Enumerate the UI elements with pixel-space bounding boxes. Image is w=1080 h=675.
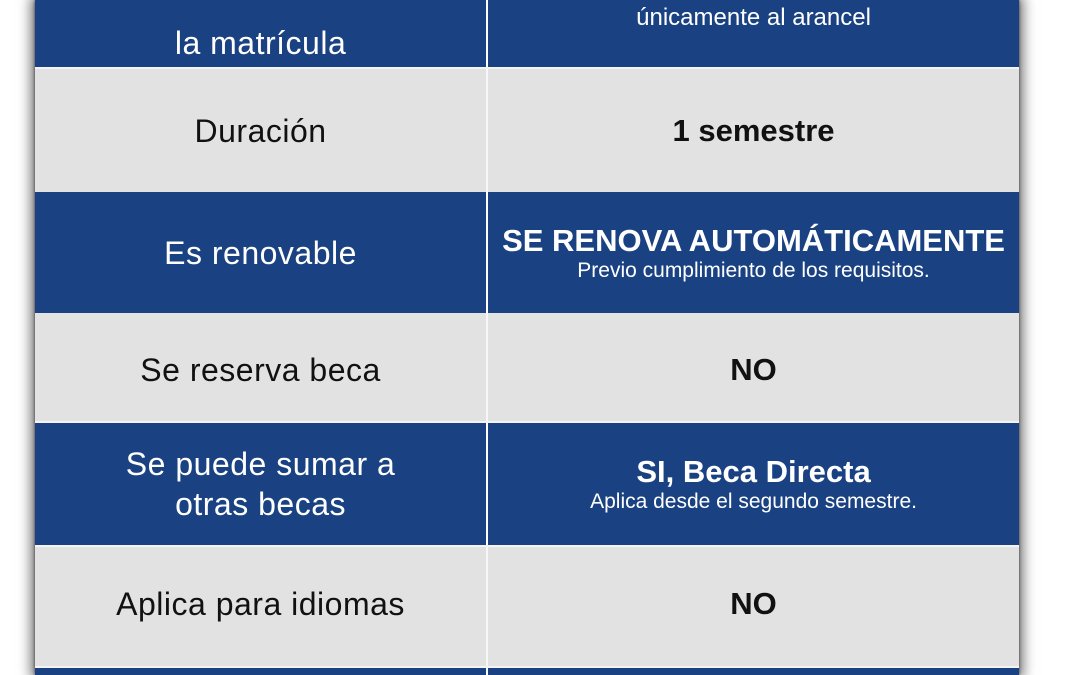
- row-value-text: únicamente al arancel: [636, 4, 871, 31]
- row-label-cell: [35, 668, 486, 675]
- row-separator: [35, 666, 1019, 668]
- row-label: Es renovable: [164, 234, 357, 271]
- row-value-cell: [488, 0, 1019, 67]
- row-label: Duración: [194, 112, 327, 149]
- row-separator: [35, 545, 1019, 547]
- table-row-reserva: [35, 313, 1019, 421]
- row-label-line-2: otras becas: [175, 486, 346, 522]
- table-row-matricula: [35, 0, 1019, 67]
- table-row-partial-bottom: [35, 668, 1019, 675]
- row-value-title: NO: [730, 585, 777, 621]
- row-label-cell: [35, 423, 486, 545]
- row-value-cell: [488, 313, 1019, 421]
- row-label: Se reserva beca: [140, 352, 381, 388]
- table-row-renovable: [35, 192, 1019, 313]
- row-label: la matrícula: [174, 25, 347, 61]
- row-value-cell: [488, 192, 1019, 313]
- row-label-cell: [35, 313, 486, 421]
- row-label-cell: [35, 69, 486, 192]
- row-label-cell: [35, 547, 486, 668]
- row-value-cell: [488, 69, 1019, 192]
- table-row-sumar: [35, 423, 1019, 545]
- row-value-cell: [488, 547, 1019, 668]
- row-label: Aplica para idiomas: [116, 585, 405, 622]
- row-value-title: NO: [730, 352, 777, 387]
- table-row-duracion: [35, 69, 1019, 192]
- scholarship-table: [35, 0, 1019, 675]
- row-label: Se puede sumar a: [125, 446, 396, 482]
- row-value-text: Aplica desde el segundo semestre.: [590, 490, 917, 513]
- row-value-title: SI, Beca Directa: [636, 454, 871, 489]
- row-label-cell: [35, 192, 486, 313]
- row-label-cell: [35, 0, 486, 67]
- row-separator: [35, 67, 1019, 69]
- row-separator: [35, 421, 1019, 423]
- row-value-text: Previo cumplimiento de los requisitos.: [577, 258, 930, 282]
- row-value-title: SE RENOVA AUTOMÁTICAMENTE: [502, 222, 1005, 258]
- row-value-cell: [488, 668, 1019, 675]
- table-row-idiomas: [35, 547, 1019, 668]
- row-value-title: 1 semestre: [672, 112, 835, 148]
- row-value-cell: [488, 423, 1019, 545]
